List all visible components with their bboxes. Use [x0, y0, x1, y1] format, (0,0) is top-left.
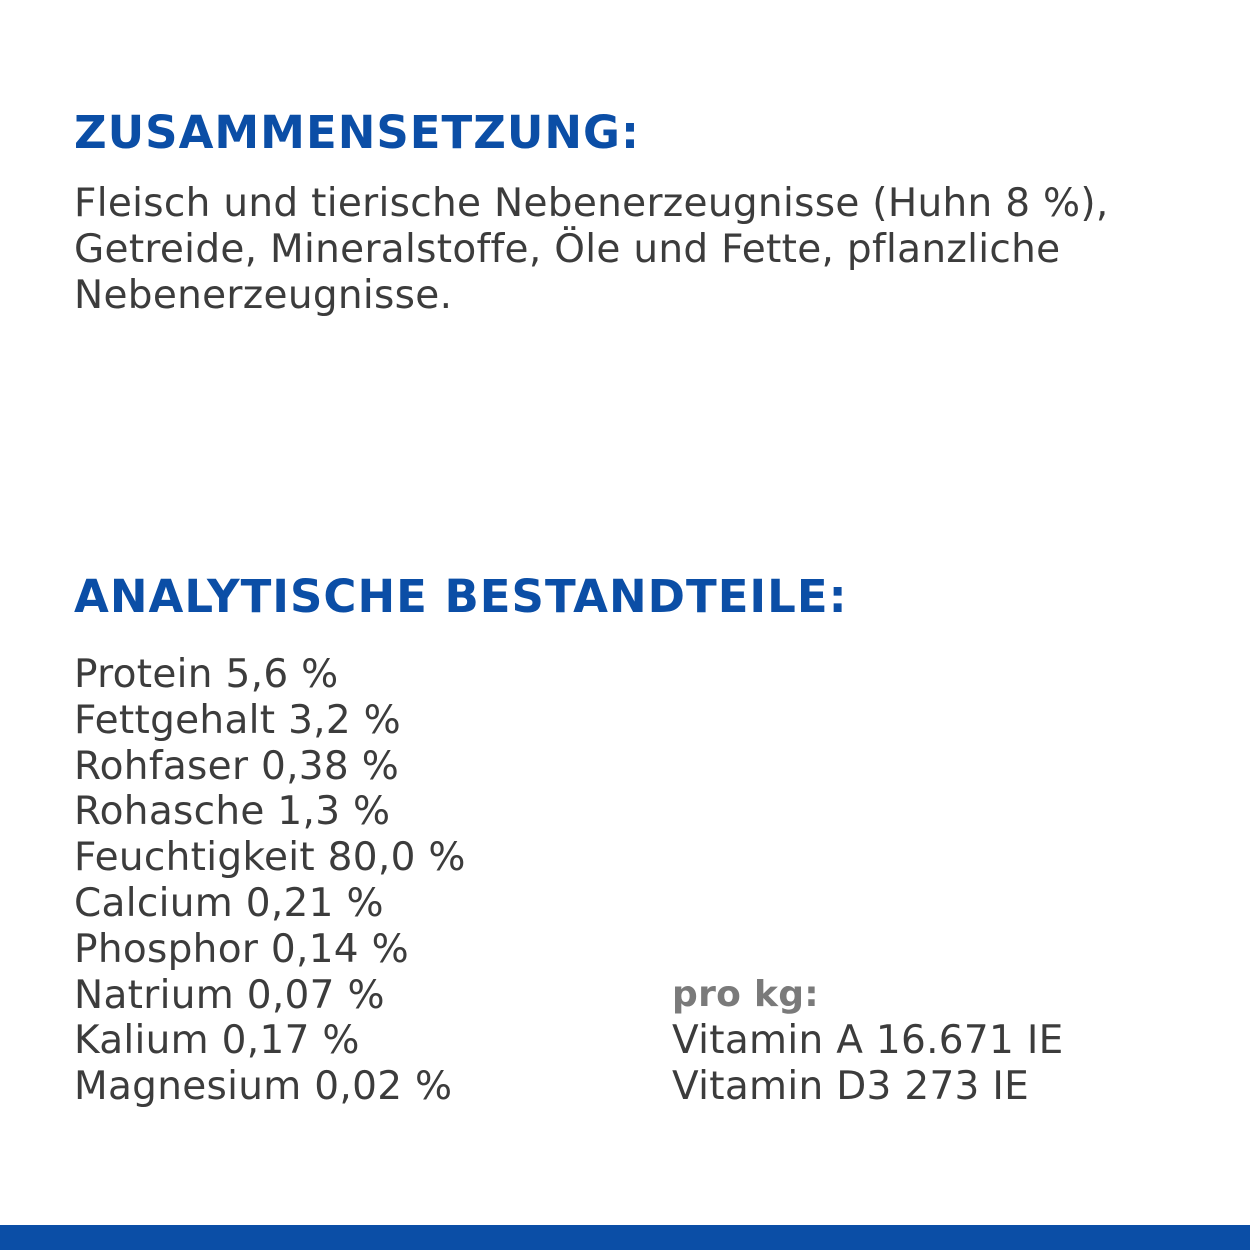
analysis-heading: ANALYTISCHE BESTANDTEILE:: [74, 570, 848, 623]
composition-heading: ZUSAMMENSETZUNG:: [74, 106, 640, 159]
composition-text: [74, 181, 1234, 319]
vitamin-item: Vitamin A 16.671 IE: [672, 1017, 1064, 1063]
per-kg-label: pro kg:: [672, 974, 819, 1015]
analysis-list: [74, 652, 466, 1110]
analysis-item: Protein 5,6 %: [74, 652, 339, 697]
analysis-item: Rohfaser 0,38 %: [74, 743, 400, 789]
composition-line: Getreide, Mineralstoffe, Öle und Fette, pflanzliche: [74, 227, 1061, 272]
composition-line: Fleisch und tierische Nebenerzeugnisse (Huhn 8 %),: [74, 181, 1109, 226]
per-kg-section: [672, 972, 1064, 1109]
analysis-item: Kalium 0,17 %: [74, 1018, 360, 1064]
composition-line: Nebenerzeugnisse.: [74, 273, 453, 318]
analysis-item: Magnesium 0,02 %: [74, 1064, 453, 1110]
analysis-item: Fettgehalt 3,2 %: [74, 697, 402, 743]
analysis-item: Natrium 0,07 %: [74, 972, 385, 1018]
footer-bar: [0, 1225, 1250, 1250]
vitamin-item: Vitamin D3 273 IE: [672, 1063, 1030, 1109]
analysis-item: Feuchtigkeit 80,0 %: [74, 835, 466, 881]
analysis-item: Calcium 0,21 %: [74, 880, 384, 926]
analysis-item: Rohasche 1,3 %: [74, 789, 391, 835]
analysis-item: Phosphor 0,14 %: [74, 926, 409, 972]
